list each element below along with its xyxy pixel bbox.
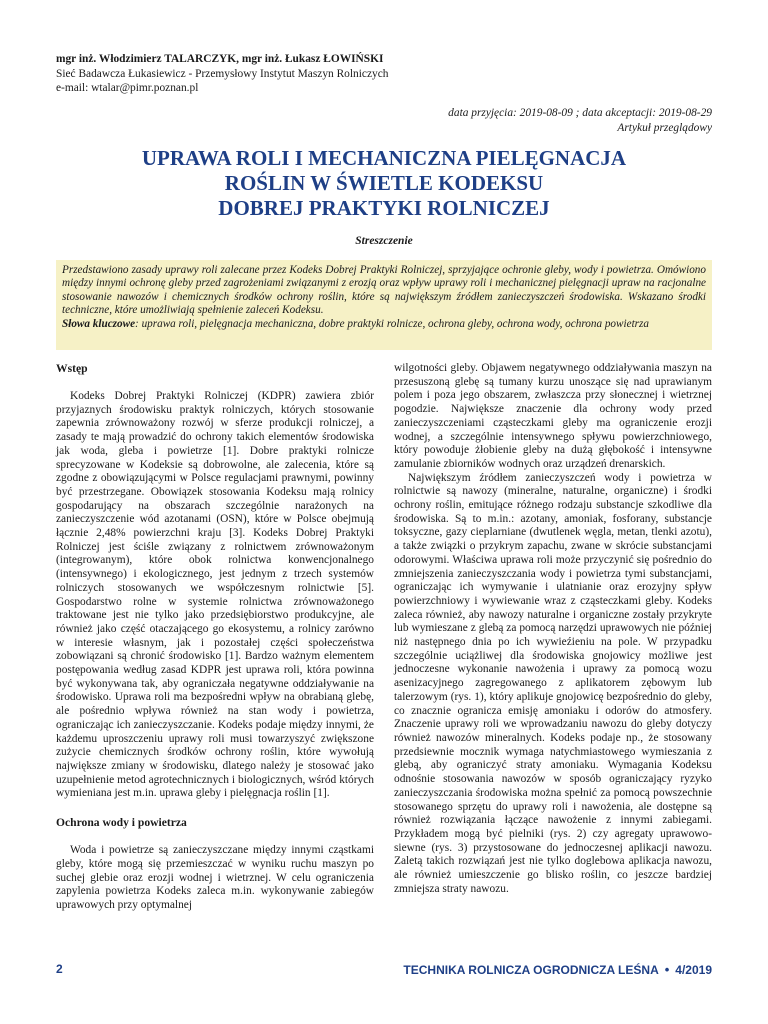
- page-footer: [56, 962, 712, 978]
- section-heading-water-air: Ochrona wody i powietrza: [56, 816, 187, 830]
- section-heading-introduction: Wstęp: [56, 362, 88, 375]
- article-dates: data przyjęcia: 2019-08-09 ; data akceptacji: 2019-08-29: [448, 107, 712, 119]
- journal-info: [403, 962, 712, 977]
- paragraph: wilgotności gleby. Objawem negatywnego oddziaływania maszyn na przesuszoną glebę są tumany kurzu unoszące się nad uprawianym polem i poza jego obszarem, zwłaszcza przy słonecznej i wietrznej pogodzie. Największe znaczenie dla ochrony wody przed zanieczyszczeniami cząsteczkami gleby ma ograniczenie erozji wodnej, a szczególnie intensywnego spływu powierzchniowego, który powoduje żłobienie gleby na dużą głębokość i intensywne zamulanie zbiorników wodnych oraz urządzeń drenarskich.: [394, 362, 712, 470]
- abstract-heading: Streszczenie: [355, 235, 413, 247]
- journal-name: TECHNIKA ROLNICZA OGRODNICZA LEŚNA: [403, 963, 659, 977]
- author-block: [56, 52, 716, 96]
- email: e-mail: wtalar@pimr.poznan.pl: [56, 82, 199, 95]
- article-type: Artykuł przeglądowy: [617, 122, 712, 134]
- affiliation: Sieć Badawcza Łukasiewicz - Przemysłowy Instytut Maszyn Rolniczych: [56, 67, 389, 80]
- title-line-2: ROŚLIN W ŚWIETLE KODEKSU: [224, 171, 544, 195]
- title-line-3: DOBREJ PRAKTYKI ROLNICZEJ: [218, 196, 550, 220]
- abstract-text: Przedstawiono zasady uprawy roli zalecane przez Kodeks Dobrej Praktyki Rolniczej, sprzyjające ochronie gleby, wody i powietrza. Omówiono między innymi ochronę gleby przed zagrożeniami związanymi z erozją oraz wpływ uprawy roli i mechanicznej pielęgnacji upraw na racjonalne stosowanie nawozów i chemicznych środków ochrony roślin, które są największym źródłem zanieczyszczeń środowiska. Wskazano środki techniczne, które umożliwiają spełnienie zaleceń Kodeksu.: [62, 264, 706, 317]
- keywords: [62, 318, 706, 331]
- left-column: [56, 362, 374, 913]
- paragraph: Woda i powietrze są zanieczyszczane między innymi cząstkami gleby, które mogą się przemieszczać w wyniku ruchu maszyn po suchej glebie oraz erozji wodnej i wietrznej. W celu ograniczenia zapylenia powietrza Kodeks zaleca m.in. wykonywanie zabiegów uprawowych przy optymalnej: [56, 844, 374, 911]
- separator-dot: •: [664, 962, 670, 977]
- article-title: [56, 146, 712, 221]
- paragraph: Największym źródłem zanieczyszczeń wody i powietrza w rolnictwie są nawozy (mineralne, naturalne, organiczne) i środki ochrony roślin, emitujące różnego rodzaju substancje szkodliwe dla środowiska. Są to m.in.: azotany, amoniak, fosforany, substancje toksyczne, gazy cieplarniane (dwutlenek węgla, metan, tlenki azotu), a także związki o przykrym zapachu, zwane w skrócie substancjami odorowymi. Właściwa uprawa roli może przyczynić się pośrednio do zmniejszenia zanieczyszczania wody i powietrza tymi substancjami, ograniczając ich wymywanie i ulatnianie oraz erozyjny spływ powierzchniowy i wywiewanie wraz z cząsteczkami gleby. Kodeks zaleca również, aby nawozy naturalne i organiczne zostały przykryte lub wymieszane z glebą za pomocą narzędzi uprawowych nie później niż następnego dnia po ich wywieźieniu na pole. W przypadku szczególnie uciążliwej dla środowiska gnojowicy możliwe jest jednoczesne wykonanie nawożenia i uprawy za pomocą wozu asenizacyjnego zagregowanego z aplikatorem zębowym lub talerzowym (rys. 1), który aplikuje gnojowicę bezpośrednio do gleby, co znacznie ogranicza emisję amoniaku i odorów do atmosfery. Znaczenie uprawy roli we wprowadzaniu nawozu do gleby dotyczy również nawozów mineralnych. Kodeks podaje np., że stosowany przedsiewnie mocznik wymaga natychmiastowego wymieszania z glebą, aby ograniczyć straty amoniaku. Wymagania Kodeksu odnośnie stosowania nawozów w sposób ograniczający ryzyko zanieczyszczania środowiska można spełnić za pomocą powszechnie stosowanego sprzętu do uprawy roli i nawożenia, ale dostępne są również rozwiązania łączące nawożenie z innymi zabiegami. Przykładem mogą być pielniki (rys. 2) czy agregaty uprawowo-siewne (rys. 3) przystosowane do jednoczesnej aplikacji nawozu. Zaletą takich rozwiązań jest nie tylko doglebowa aplikacja nawozu, ale również umieszczenie go blisko roślin, co jeszcze bardziej zmniejsza straty nawozu.: [394, 471, 712, 895]
- keywords-list: : uprawa roli, pielęgnacja mechaniczna, dobre praktyki rolnicze, ochrona gleby, ochrona wody, ochrona powietrza: [135, 317, 649, 330]
- title-line-1: UPRAWA ROLI I MECHANICZNA PIELĘGNACJA: [141, 146, 627, 170]
- paragraph: Kodeks Dobrej Praktyki Rolniczej (KDPR) zawiera zbiór przyjaznych środowisku praktyk rolniczych, których stosowanie zapewnia zrównoważony rozwój w sferze produkcji rolniczej, a zasady te mają prowadzić do ochrony takich elementów środowiska jak woda, gleba i powietrze [1]. Dobre praktyki rolnicze sprecyzowane w Kodeksie są dobrowolne, ale zalecenia, które są zgodne z obowiązującymi w Polsce regulacjami prawnymi, powinny być przestrzegane. Obowiązek stosowania Kodeksu mają rolnicy gospodarujący na obszarach szczególnie narażonych na zanieczyszczenie wód azotanami (OSN), które w Polsce obejmują łącznie 2,48% powierzchni kraju [3]. Kodeks Dobrej Praktyki Rolniczej jest ściśle związany z rolnictwem zrównoważonym (integrowanym), które obok rolnictwa konwencjonalnego (intensywnego) i ekologicznego, jest jednym z trzech systemów rolniczych stosowanych we współczesnym rolnictwie [5]. Gospodarstwo rolne w systemie rolnictwa zrównoważonego traktowane jest nie tylko jako przedsiębiorstwo produkcyjne, ale również jako część otaczającego go ekosystemu, a rolnicy zarówno w interesie własnym, jak i pozostałej części społeczeństwa zobowiązani są chronić środowisko [1]. Bardzo ważnym elementem postępowania według zasad KDPR jest uprawa roli, która powinna być wykonywana tak, aby ograniczała negatywne oddziaływanie na środowisko. Uprawa roli ma bezpośredni wpływ na obrabianą glebę, ale pośrednio wpływa również na stan wody i powietrza, ograniczając ich zanieczyszczanie. Kodeks podaje między innymi, że każdemu uproszczeniu uprawy roli musi towarzyszyć zwiększone zużycie chemicznych środków ochrony roślin, które wywołują największe zmiany w środowisku, dlatego należy je stosować jako uzupełnienie metod agrotechnicznych i biologicznych, wśród których wymieniana jest m.in. uprawa gleby i pielęgnacja roślin [1].: [56, 390, 374, 800]
- author-names: mgr inż. Włodzimierz TALARCZYK, mgr inż. Łukasz ŁOWIŃSKI: [56, 53, 384, 65]
- issue-number: 4/2019: [675, 963, 712, 977]
- article-meta: [212, 106, 712, 136]
- keywords-label: Słowa kluczowe: [62, 317, 136, 330]
- page-number: 2: [56, 962, 63, 976]
- right-column: [394, 362, 712, 896]
- abstract-box: [56, 260, 712, 350]
